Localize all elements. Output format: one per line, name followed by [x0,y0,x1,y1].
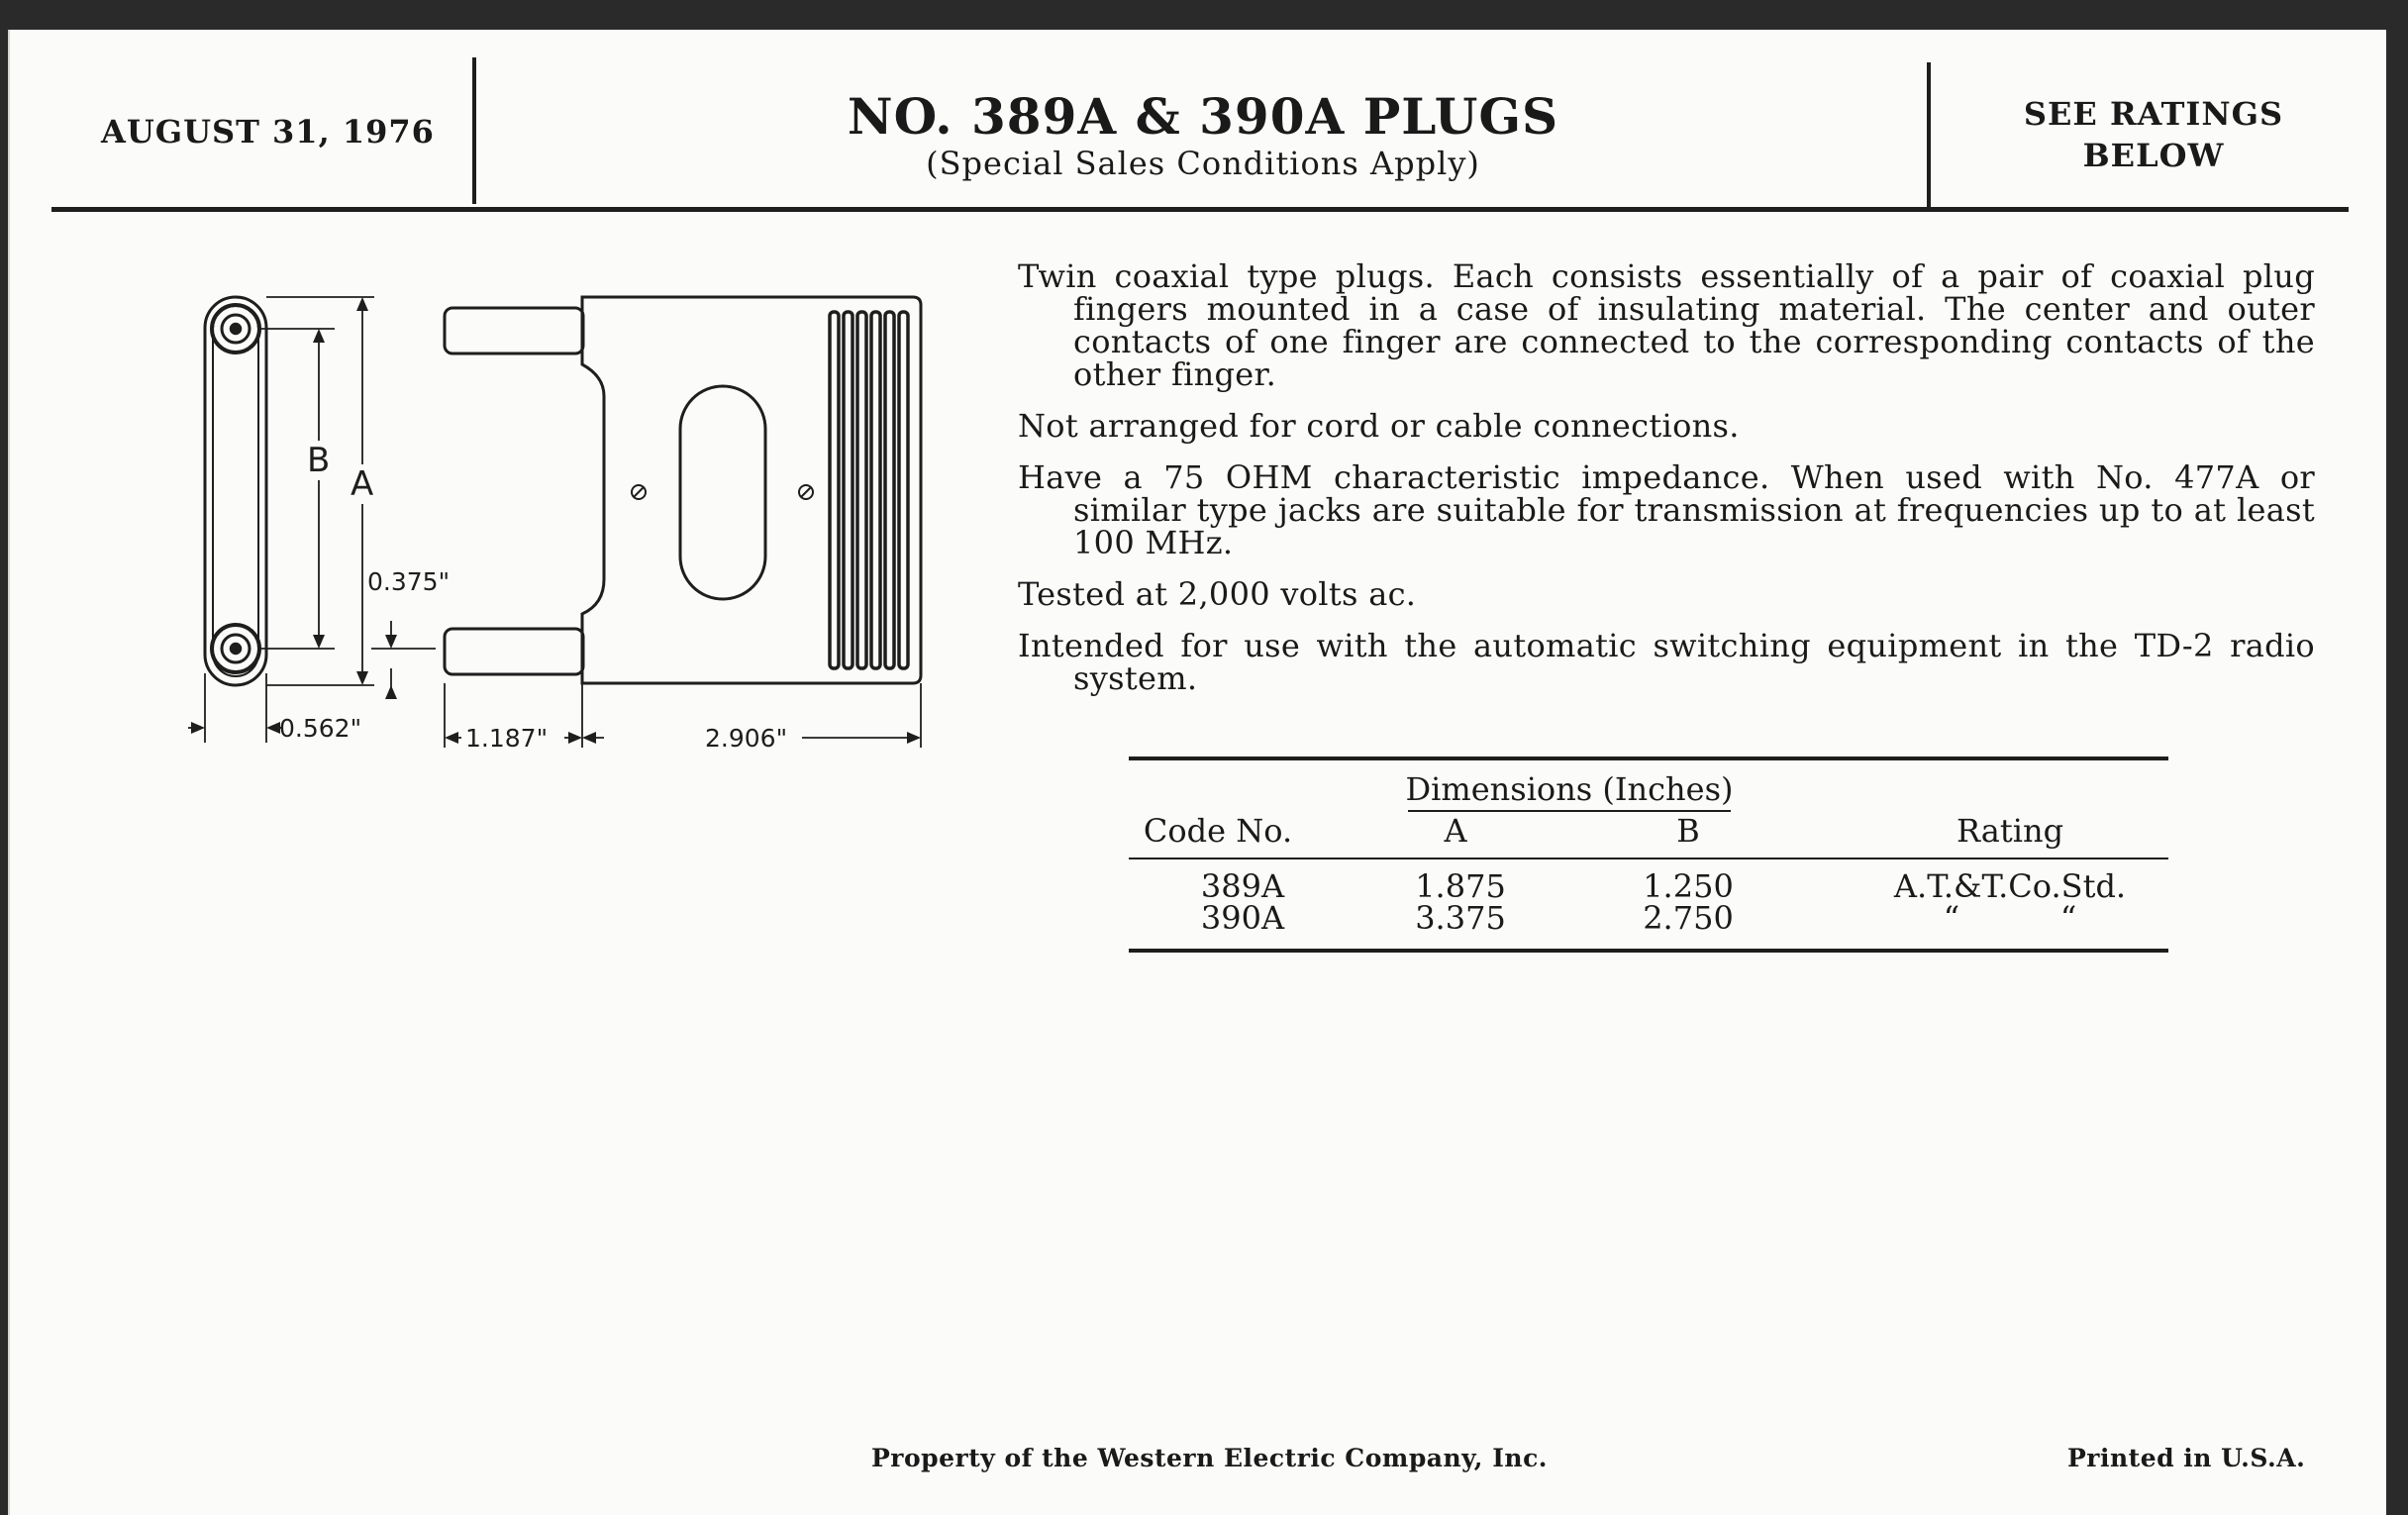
issue-date: AUGUST 31, 1976 [101,113,435,151]
col-header-a: A [1444,812,1467,850]
header-divider-right [1927,62,1931,209]
footer-printed: Printed in U.S.A. [2067,1444,2306,1472]
description-paragraph: Intended for use with the automatic switching equipment in the TD-2 radio system. [1018,627,2315,697]
dim-0562: 0.562" [279,714,362,743]
dim-label-b: B [307,441,331,480]
plug-drawing-svg [168,262,941,777]
col-header-rating: Rating [1956,812,2064,850]
case-window-slot [680,386,765,599]
cell-code: 389A [1200,867,1285,905]
cell-a: 1.875 [1415,867,1506,905]
end-view-inner [213,306,258,676]
table-top-rule [1129,757,2168,760]
spec-card [8,30,2386,1515]
description-paragraph: Twin coaxial type plugs. Each consists essentially of a pair of coaxial plug fingers mounted in a case of insulating material. The center and outer contacts of one finger are connected to the corresponding contacts of the other finger. [1018,257,2315,393]
cell-b: 1.250 [1643,867,1734,905]
page-subtitle: (Special Sales Conditions Apply) [926,145,1480,182]
grip-ribs [830,312,908,668]
end-view-body [205,297,266,685]
description-paragraph: Tested at 2,000 volts ac. [1018,575,1417,613]
page-title: NO. 389A & 390A PLUGS [847,87,1559,146]
dim-label-a: A [351,464,374,504]
dimensions-group-header: Dimensions (Inches) [1405,770,1734,808]
footer-property: Property of the Western Electric Company, Inc. [871,1444,1549,1472]
plug-drawing [168,262,941,777]
cell-rating: “ “ [1943,899,2077,937]
col-header-code: Code No. [1143,812,1293,850]
table-bottom-rule [1129,949,2168,953]
ratings-line-2: BELOW [2082,137,2225,174]
dim-0375: 0.375" [367,567,451,596]
cell-rating: A.T.&T.Co.Std. [1893,867,2127,905]
dim-1187: 1.187" [465,724,549,753]
header-divider-left [472,57,476,204]
dim-2906: 2.906" [705,724,788,753]
ratings-line-1: SEE RATINGS [2023,95,2284,133]
top-plug-finger [445,308,583,354]
header-rule [1129,858,2168,859]
description-paragraph: Not arranged for cord or cable connections. [1018,407,1740,445]
cell-b: 2.750 [1643,899,1734,937]
cell-a: 3.375 [1415,899,1506,937]
description-paragraph: Have a 75 OHM characteristic impedance. When used with No. 477A or similar type jacks are suitable for transmission at frequencies up to at least 100 MHz. [1018,458,2315,561]
bottom-plug-finger [445,629,583,674]
header-rule [51,207,2349,212]
col-header-b: B [1676,812,1700,850]
cell-code: 390A [1200,899,1285,937]
ratings-note [1936,93,2371,176]
description [1018,257,2315,714]
